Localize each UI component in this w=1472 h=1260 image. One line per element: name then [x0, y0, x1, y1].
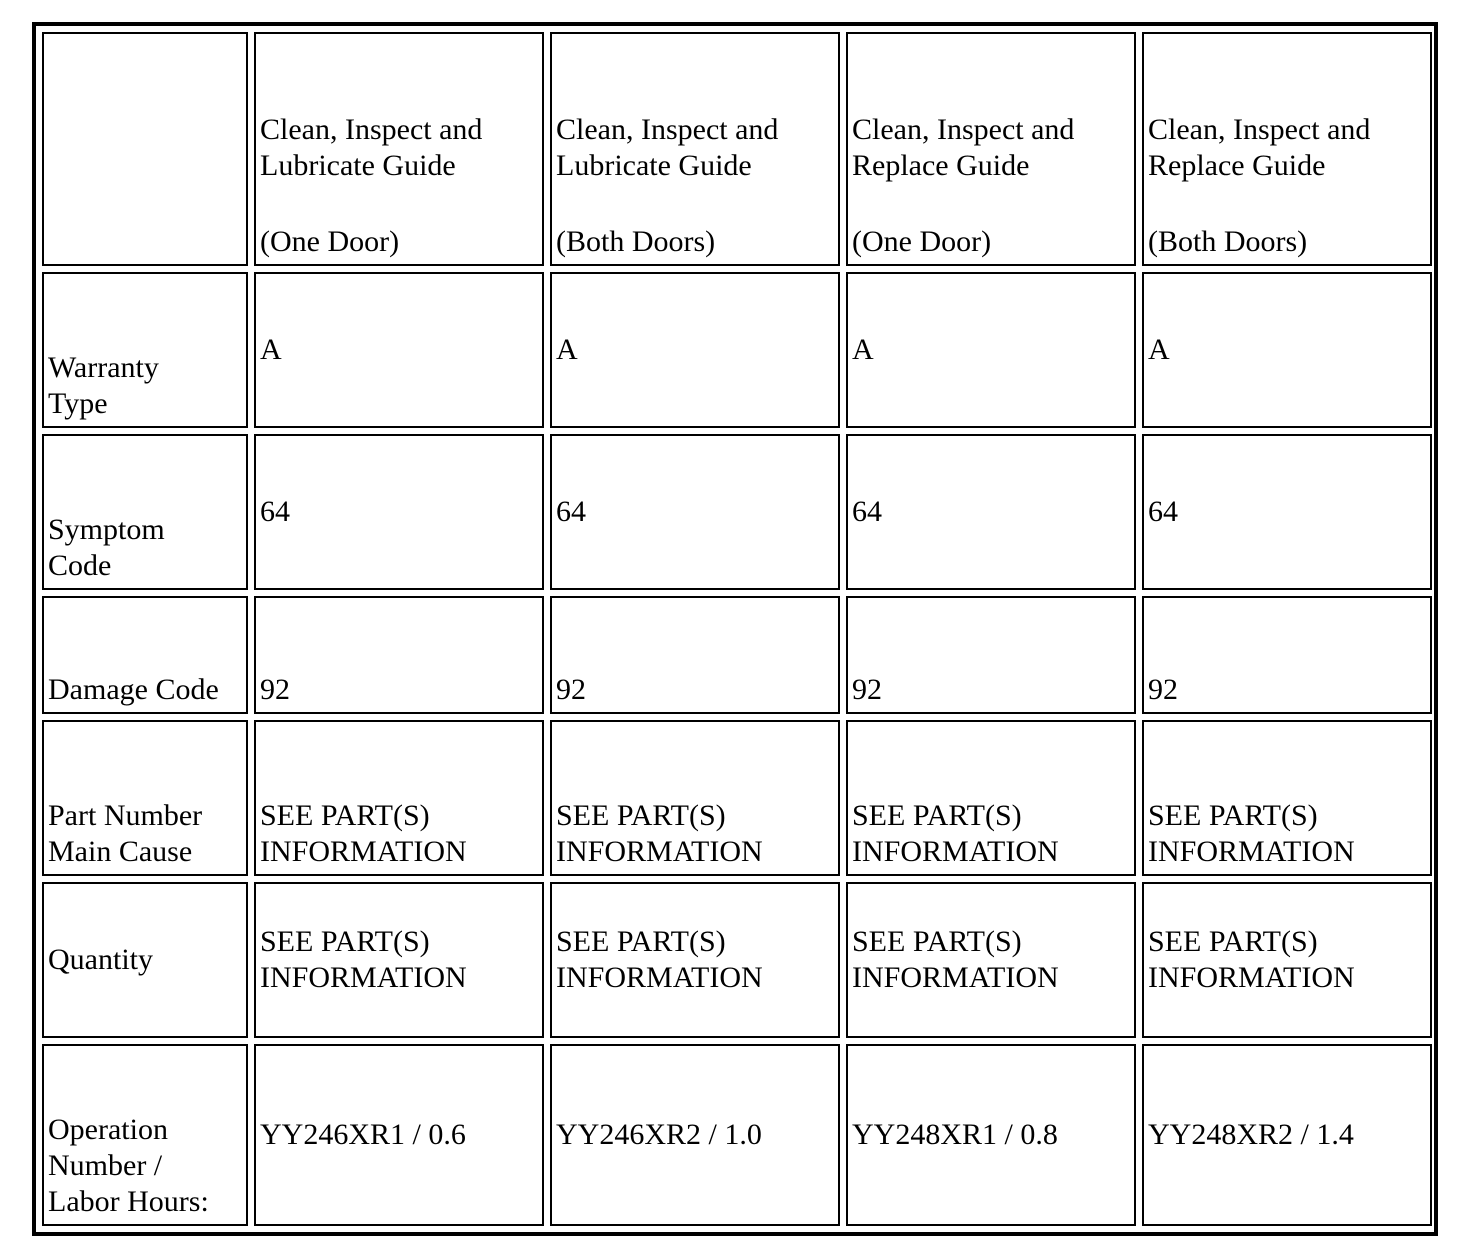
operation-title-line: Clean, Inspect and	[260, 113, 483, 146]
row-label-cell	[42, 1044, 248, 1226]
cell-text-line: INFORMATION	[1148, 835, 1355, 868]
part-number-cell	[846, 720, 1136, 876]
operation-labor-row	[42, 1044, 1432, 1226]
row-label-line: Type	[48, 387, 108, 420]
warranty-table	[36, 26, 1438, 1232]
part-number-cell	[254, 720, 544, 876]
operation-title-line: Replace Guide	[852, 149, 1030, 182]
operation-scope: (One Door)	[852, 225, 992, 258]
operation-title-line: Replace Guide	[1148, 149, 1326, 182]
operation-title-line: Clean, Inspect and	[556, 113, 779, 146]
damage-code-cell: 92	[846, 596, 1136, 714]
quantity-row	[42, 882, 1432, 1038]
cell-text-line: INFORMATION	[852, 961, 1059, 994]
cell-text-line: SEE PART(S)	[1148, 925, 1318, 958]
warranty-type-cell: A	[846, 272, 1136, 428]
row-label-line: Quantity	[48, 943, 153, 976]
header-cell	[846, 32, 1136, 266]
warranty-type-row	[42, 272, 1432, 428]
row-label-line: Number /	[48, 1149, 163, 1182]
quantity-cell	[1142, 882, 1432, 1038]
row-label-line: Part Number	[48, 799, 203, 832]
row-label-cell	[42, 272, 248, 428]
cell-text-line: INFORMATION	[556, 835, 763, 868]
operation-title-line: Lubricate Guide	[556, 149, 752, 182]
header-cell	[254, 32, 544, 266]
quantity-cell	[254, 882, 544, 1038]
row-label-line: Warranty	[48, 351, 159, 384]
quantity-cell	[846, 882, 1136, 1038]
warranty-type-cell: A	[550, 272, 840, 428]
cell-text-line: INFORMATION	[260, 835, 467, 868]
row-label-line: Code	[48, 549, 112, 582]
row-label-line: Operation	[48, 1113, 168, 1146]
damage-code-cell: 92	[1142, 596, 1432, 714]
cell-text-line: SEE PART(S)	[556, 925, 726, 958]
row-label-line: Symptom	[48, 513, 165, 546]
operation-scope: (Both Doors)	[1148, 225, 1308, 258]
operation-title-line: Clean, Inspect and	[1148, 113, 1371, 146]
quantity-cell	[550, 882, 840, 1038]
operation-title-line: Lubricate Guide	[260, 149, 456, 182]
cell-text-line: SEE PART(S)	[260, 925, 430, 958]
warranty-type-cell: A	[254, 272, 544, 428]
damage-code-cell: 92	[254, 596, 544, 714]
symptom-code-cell: 64	[550, 434, 840, 590]
row-label-cell	[42, 720, 248, 876]
operation-scope: (Both Doors)	[556, 225, 716, 258]
row-label-cell	[42, 434, 248, 590]
symptom-code-cell: 64	[254, 434, 544, 590]
header-blank-cell	[42, 32, 248, 266]
operation-title-line: Clean, Inspect and	[852, 113, 1075, 146]
symptom-code-row	[42, 434, 1432, 590]
damage-code-row	[42, 596, 1432, 714]
part-number-row	[42, 720, 1432, 876]
cell-text-line: INFORMATION	[260, 961, 467, 994]
cell-text-line: INFORMATION	[556, 961, 763, 994]
damage-code-cell: 92	[550, 596, 840, 714]
cell-text-line: SEE PART(S)	[852, 799, 1022, 832]
symptom-code-cell: 64	[1142, 434, 1432, 590]
operation-labor-cell: YY248XR2 / 1.4	[1142, 1044, 1432, 1226]
cell-text-line: SEE PART(S)	[556, 799, 726, 832]
operation-scope: (One Door)	[260, 225, 400, 258]
operation-labor-cell: YY246XR2 / 1.0	[550, 1044, 840, 1226]
row-label-cell	[42, 596, 248, 714]
part-number-cell	[550, 720, 840, 876]
cell-text-line: INFORMATION	[852, 835, 1059, 868]
symptom-code-cell: 64	[846, 434, 1136, 590]
operation-labor-cell: YY246XR1 / 0.6	[254, 1044, 544, 1226]
cell-text-line: SEE PART(S)	[1148, 799, 1318, 832]
row-label-line: Damage Code	[48, 673, 219, 706]
row-label-line: Labor Hours:	[48, 1185, 209, 1218]
header-cell	[550, 32, 840, 266]
cell-text-line: INFORMATION	[1148, 961, 1355, 994]
operation-labor-cell: YY248XR1 / 0.8	[846, 1044, 1136, 1226]
warranty-type-cell: A	[1142, 272, 1432, 428]
header-cell	[1142, 32, 1432, 266]
cell-text-line: SEE PART(S)	[260, 799, 430, 832]
row-label-line: Main Cause	[48, 835, 193, 868]
header-row	[42, 32, 1432, 266]
cell-text-line: SEE PART(S)	[852, 925, 1022, 958]
row-label-cell	[42, 882, 248, 1038]
part-number-cell	[1142, 720, 1432, 876]
